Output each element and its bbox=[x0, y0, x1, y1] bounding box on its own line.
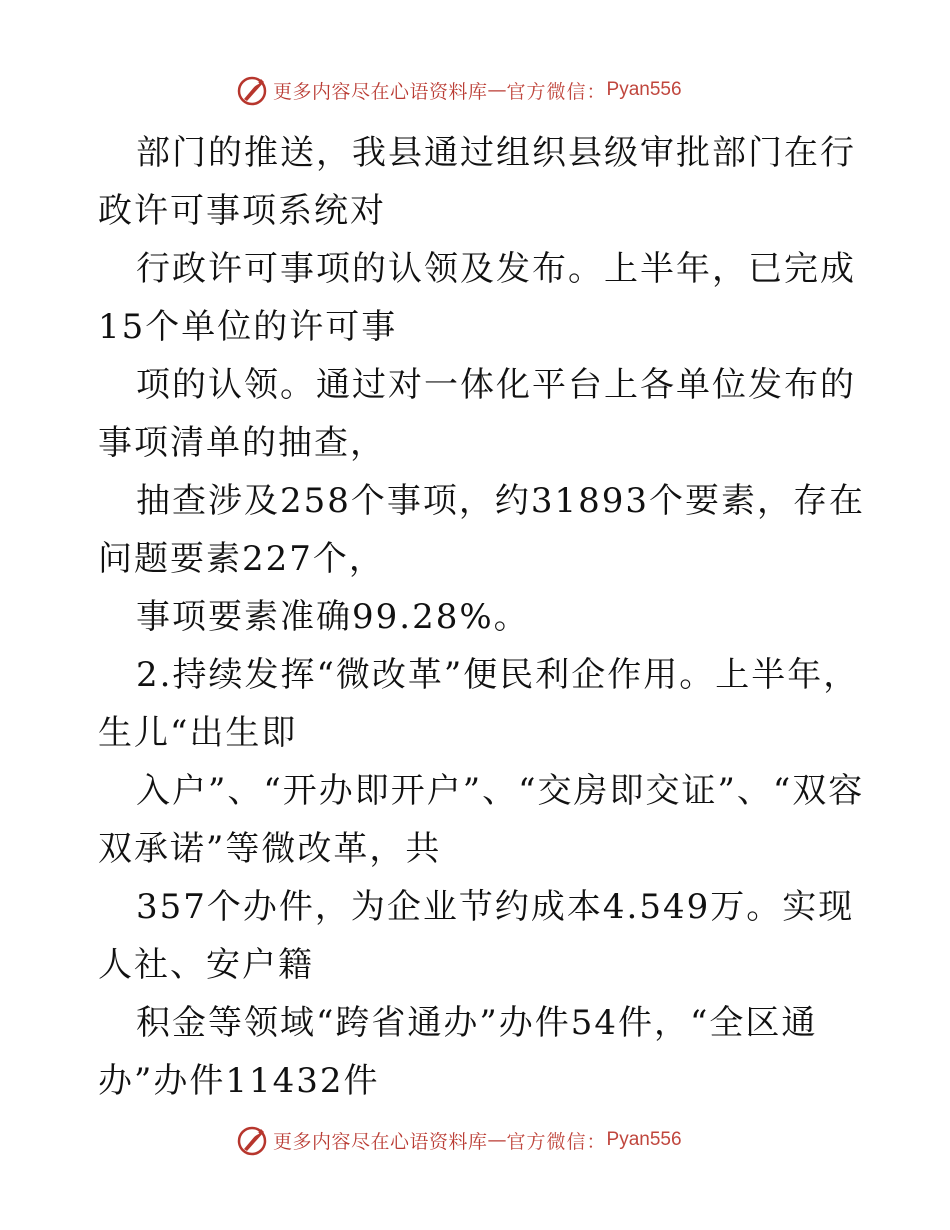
paragraph: 部门的推送，我县通过组织县级审批部门在行政许可事项系统对 bbox=[98, 133, 856, 231]
watermark-sub-text: 官方微信： bbox=[506, 1130, 607, 1153]
feather-pen-logo-icon bbox=[235, 1123, 269, 1157]
paragraph: 项的认领。通过对一体化平台上各单位发布的事项清单的抽查， bbox=[98, 365, 856, 463]
paragraph: 2.持续发挥“微改革”便民利企作用。上半年，生儿“出生即 bbox=[98, 655, 860, 753]
paragraph: 积金等领域“跨省通办”办件54件，“全区通办”办件11432件 bbox=[98, 1003, 818, 1101]
watermark-dash: — bbox=[487, 79, 507, 101]
footer-watermark bbox=[235, 1122, 682, 1158]
watermark-wechat-id: Pyan556 bbox=[606, 79, 682, 100]
watermark-main-text: 更多内容尽在心语资料库 bbox=[273, 80, 488, 103]
feather-pen-logo-icon bbox=[235, 73, 269, 107]
paragraph: 357个办件，为企业节约成本4.549万。实现人社、安户籍 bbox=[98, 887, 855, 985]
watermark-main-text: 更多内容尽在心语资料库 bbox=[273, 1130, 488, 1153]
watermark-wechat-id: Pyan556 bbox=[606, 1129, 682, 1150]
document-body bbox=[98, 124, 868, 1110]
paragraph: 行政许可事项的认领及发布。上半年，已完成15个单位的许可事 bbox=[98, 249, 856, 347]
paragraph: 事项要素准确99.28%。 bbox=[136, 597, 530, 637]
watermark-dash: — bbox=[487, 1129, 507, 1151]
header-watermark bbox=[235, 72, 682, 108]
watermark-sub-text: 官方微信： bbox=[506, 80, 607, 103]
paragraph: 抽查涉及258个事项，约31893个要素，存在问题要素227个， bbox=[98, 481, 866, 579]
paragraph: 入户”、“开办即开户”、“交房即交证”、“双容双承诺”等微改革，共 bbox=[98, 771, 865, 869]
